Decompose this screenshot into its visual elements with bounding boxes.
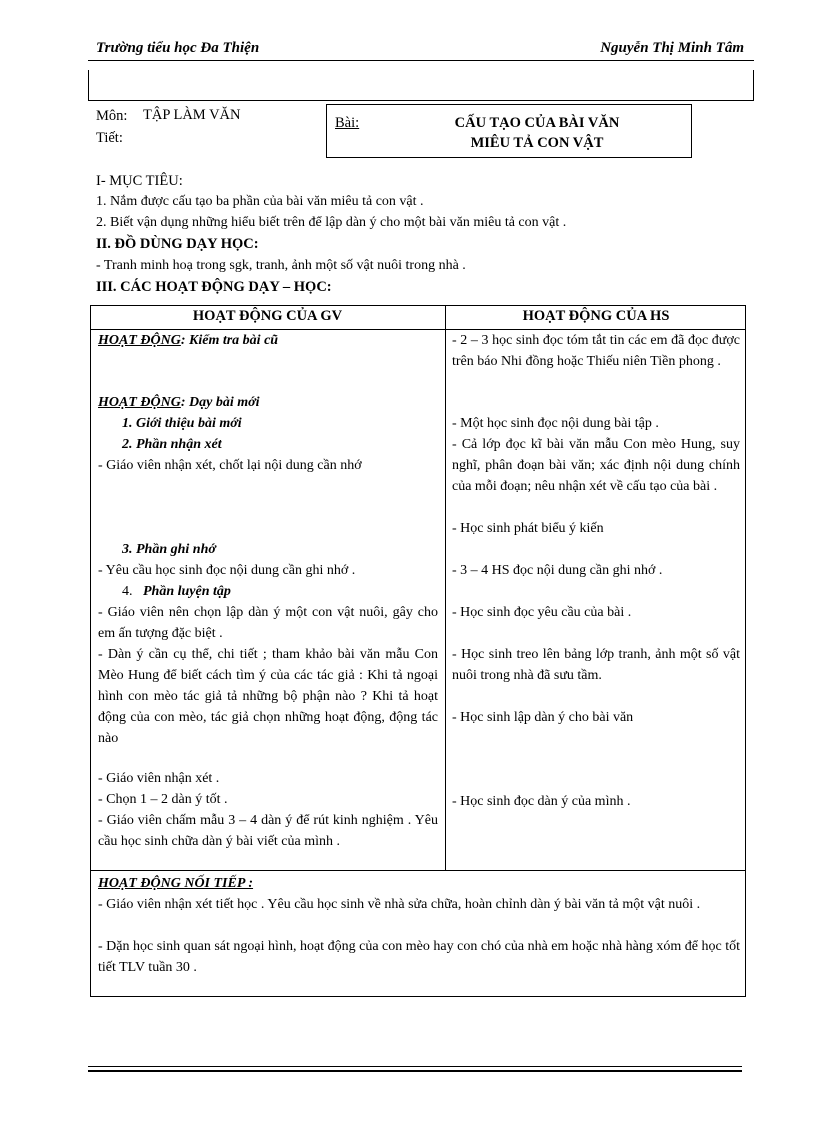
gv-para-6: - Chọn 1 – 2 dàn ý tốt . xyxy=(98,792,228,807)
gv-step-4-number: 4. xyxy=(122,584,133,599)
hs-para-5: - 3 – 4 HS đọc nội dung cần ghi nhớ . xyxy=(452,563,663,578)
hs-para-1: - 2 – 3 học sinh đọc tóm tắt tin các em đã đọc được trên báo Nhi đồng hoặc Thiếu niên Tiền phong . xyxy=(452,333,740,369)
footer-rule-thick xyxy=(88,1070,742,1072)
hs-para-2: - Một học sinh đọc nội dung bài tập . xyxy=(452,416,659,431)
gv-para-2: - Yêu cầu học sinh đọc nội dung cần ghi nhớ . xyxy=(98,563,356,578)
lesson-title-box xyxy=(326,104,692,158)
bai-label: Bài: xyxy=(335,115,360,131)
top-frame xyxy=(88,70,754,101)
next-activity-2: - Dặn học sinh quan sát ngoại hình, hoạt động của con mèo hay con chó của nhà em hoặc nhà hàng xóm để học tốt tiết TLV tuần 30 . xyxy=(98,939,740,975)
gv-step-4-title: Phần luyện tập xyxy=(143,584,231,599)
gv-step-2: 2. Phần nhận xét xyxy=(122,437,222,452)
gv-para-5: - Giáo viên nhận xét . xyxy=(98,771,220,786)
hs-para-6: - Học sinh đọc yêu cầu của bài . xyxy=(452,605,632,620)
gv-step-1: 1. Giới thiệu bài mới xyxy=(122,416,242,431)
teacher-name: Nguyễn Thị Minh Tâm xyxy=(600,40,744,56)
gv-activity-1-label: HOẠT ĐỘNG xyxy=(98,333,181,348)
lesson-title-line2: MIÊU TẢ CON VẬT xyxy=(470,135,604,151)
period-label: Tiết: xyxy=(96,130,123,146)
next-activity-1: - Giáo viên nhận xét tiết học . Yêu cầu học sinh về nhà sửa chữa, hoàn chỉnh dàn ý bài văn tả một vật nuôi . xyxy=(98,897,701,912)
gv-step-3: 3. Phần ghi nhớ xyxy=(122,542,216,557)
school-name: Trường tiểu học Đa Thiện xyxy=(96,40,260,56)
hs-para-3: - Cả lớp đọc kĩ bài văn mẫu Con mèo Hung, suy nghĩ, phân đoạn bài văn; xác định nội dung chính của mỗi đoạn; nêu nhận xét về cấu tạo của bài . xyxy=(452,437,740,494)
gv-step-4 xyxy=(122,581,231,602)
gv-para-7: - Giáo viên chấm mẫu 3 – 4 dàn ý để rút kinh nghiệm . Yêu cầu học sinh chữa dàn ý bài viết của mình . xyxy=(98,813,438,849)
objective-2: 2. Biết vận dụng những hiểu biết trên để lập dàn ý cho một bài văn miêu tả con vật . xyxy=(96,215,567,230)
hs-para-4: - Học sinh phát biểu ý kiến xyxy=(452,521,604,536)
materials-heading: II. ĐỒ DÙNG DẠY HỌC: xyxy=(96,236,259,252)
gv-para-1: - Giáo viên nhận xét, chốt lại nội dung cần nhớ xyxy=(98,458,362,473)
gv-activity-2-title: : Dạy bài mới xyxy=(180,395,260,410)
material-1: - Tranh minh hoạ trong sgk, tranh, ảnh một số vật nuôi trong nhà . xyxy=(96,258,466,273)
table-footer-rule xyxy=(90,870,746,871)
gv-activity-2-label: HOẠT ĐỘNG xyxy=(98,395,181,410)
hs-para-9: - Học sinh đọc dàn ý của mình . xyxy=(452,794,631,809)
gv-activity-1 xyxy=(98,330,278,351)
column-header-hs: HOẠT ĐỘNG CỦA HS xyxy=(522,308,670,324)
gv-activity-2 xyxy=(98,392,260,413)
next-activity-label: HOẠT ĐỘNG NỐI TIẾP : xyxy=(98,876,254,891)
table-column-divider xyxy=(445,305,446,870)
column-header-gv: HOẠT ĐỘNG CỦA GV xyxy=(192,308,343,324)
lesson-title-line1: CẤU TẠO CỦA BÀI VĂN xyxy=(454,115,620,131)
objective-1: 1. Nắm được cấu tạo ba phần của bài văn miêu tả con vật . xyxy=(96,194,424,209)
header-rule xyxy=(88,60,754,61)
hs-para-7: - Học sinh treo lên bảng lớp tranh, ảnh một số vật nuôi trong nhà đã sưu tầm. xyxy=(452,647,740,683)
gv-para-3: - Giáo viên nên chọn lập dàn ý một con vật nuôi, gây cho em ấn tượng đặc biệt . xyxy=(98,605,438,641)
gv-para-4: - Dàn ý cần cụ thể, chi tiết ; tham khảo bài văn mẫu Con Mèo Hung để biết cách tìm ý của các tác giả : Khi tả ngoại hình con mèo tác giả tả những bộ phận nào ? Khi tả hoạt động của con mèo, tác giả chọn những hoạt động, động tác nào xyxy=(98,647,438,746)
activities-heading: III. CÁC HOẠT ĐỘNG DẠY – HỌC: xyxy=(96,279,332,295)
footer-rule-thin xyxy=(88,1066,742,1067)
hs-para-8: - Học sinh lập dàn ý cho bài văn xyxy=(452,710,634,725)
subject-label: Môn: xyxy=(96,108,128,124)
gv-activity-1-title: : Kiểm tra bài cũ xyxy=(180,333,279,348)
subject-value: TẬP LÀM VĂN xyxy=(143,107,241,123)
objectives-heading: I- MỤC TIÊU: xyxy=(96,173,183,189)
